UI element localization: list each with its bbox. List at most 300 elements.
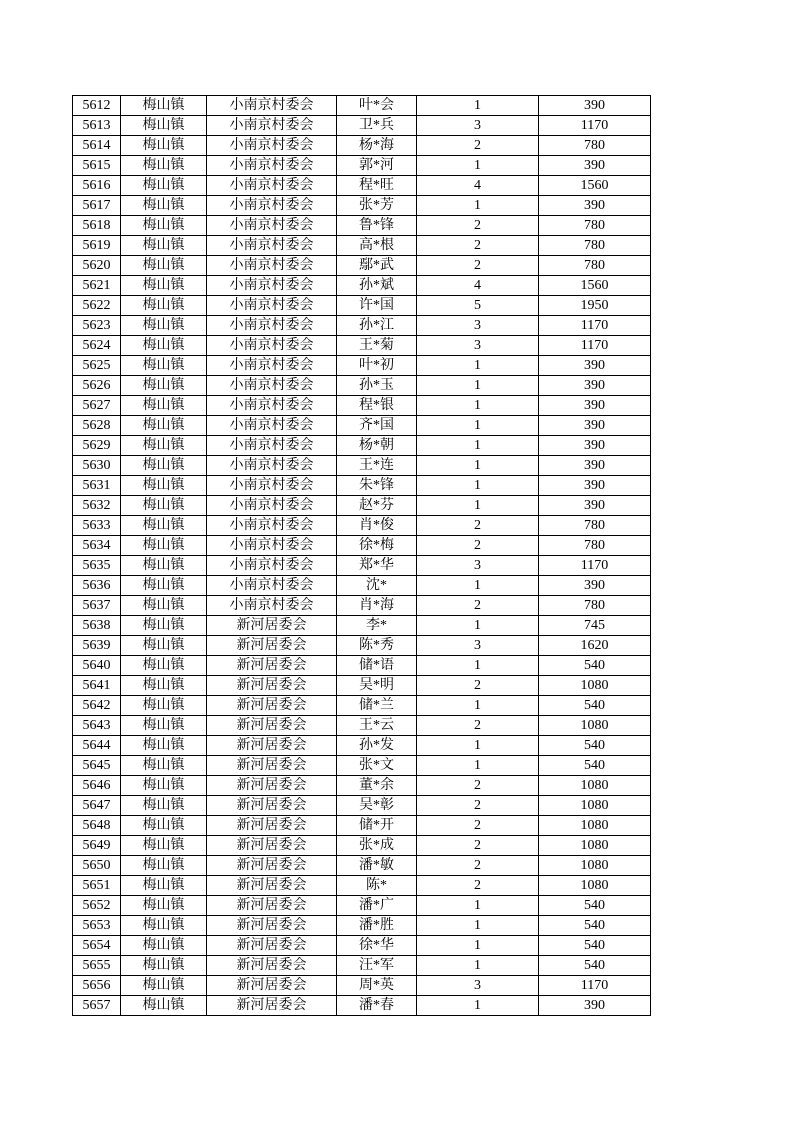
name-cell: 郭*河 <box>337 156 417 176</box>
amount-cell: 540 <box>539 696 651 716</box>
serial-number-cell: 5649 <box>73 836 121 856</box>
serial-number-cell: 5641 <box>73 676 121 696</box>
serial-number-cell: 5619 <box>73 236 121 256</box>
household-size-cell: 1 <box>417 376 539 396</box>
committee-cell: 新河居委会 <box>207 736 337 756</box>
table-row <box>73 776 651 796</box>
serial-number-cell: 5645 <box>73 756 121 776</box>
amount-cell: 1170 <box>539 556 651 576</box>
amount-cell: 780 <box>539 216 651 236</box>
name-cell: 孙*江 <box>337 316 417 336</box>
table-row <box>73 356 651 376</box>
committee-cell: 小南京村委会 <box>207 376 337 396</box>
roster-table-body <box>73 96 651 1016</box>
serial-number-cell: 5624 <box>73 336 121 356</box>
committee-cell: 新河居委会 <box>207 996 337 1016</box>
committee-cell: 新河居委会 <box>207 656 337 676</box>
serial-number-cell: 5634 <box>73 536 121 556</box>
name-cell: 潘*敏 <box>337 856 417 876</box>
serial-number-cell: 5626 <box>73 376 121 396</box>
amount-cell: 390 <box>539 436 651 456</box>
committee-cell: 新河居委会 <box>207 776 337 796</box>
serial-number-cell: 5652 <box>73 896 121 916</box>
household-size-cell: 1 <box>417 756 539 776</box>
committee-cell: 小南京村委会 <box>207 356 337 376</box>
serial-number-cell: 5615 <box>73 156 121 176</box>
town-cell: 梅山镇 <box>121 996 207 1016</box>
committee-cell: 小南京村委会 <box>207 596 337 616</box>
household-size-cell: 3 <box>417 116 539 136</box>
town-cell: 梅山镇 <box>121 576 207 596</box>
committee-cell: 小南京村委会 <box>207 236 337 256</box>
table-row <box>73 616 651 636</box>
table-row <box>73 316 651 336</box>
amount-cell: 390 <box>539 196 651 216</box>
household-size-cell: 1 <box>417 356 539 376</box>
name-cell: 孙*玉 <box>337 376 417 396</box>
amount-cell: 540 <box>539 956 651 976</box>
amount-cell: 1080 <box>539 876 651 896</box>
serial-number-cell: 5614 <box>73 136 121 156</box>
household-size-cell: 2 <box>417 776 539 796</box>
household-size-cell: 1 <box>417 436 539 456</box>
table-row <box>73 556 651 576</box>
town-cell: 梅山镇 <box>121 116 207 136</box>
table-row <box>73 476 651 496</box>
serial-number-cell: 5628 <box>73 416 121 436</box>
committee-cell: 小南京村委会 <box>207 196 337 216</box>
household-size-cell: 2 <box>417 836 539 856</box>
name-cell: 徐*梅 <box>337 536 417 556</box>
household-size-cell: 2 <box>417 236 539 256</box>
committee-cell: 新河居委会 <box>207 936 337 956</box>
name-cell: 储*开 <box>337 816 417 836</box>
household-size-cell: 1 <box>417 956 539 976</box>
name-cell: 周*英 <box>337 976 417 996</box>
committee-cell: 小南京村委会 <box>207 276 337 296</box>
amount-cell: 1170 <box>539 116 651 136</box>
table-row <box>73 396 651 416</box>
amount-cell: 780 <box>539 536 651 556</box>
serial-number-cell: 5637 <box>73 596 121 616</box>
town-cell: 梅山镇 <box>121 596 207 616</box>
table-row <box>73 336 651 356</box>
town-cell: 梅山镇 <box>121 336 207 356</box>
table-row <box>73 136 651 156</box>
serial-number-cell: 5653 <box>73 916 121 936</box>
town-cell: 梅山镇 <box>121 916 207 936</box>
name-cell: 孙*斌 <box>337 276 417 296</box>
name-cell: 汪*军 <box>337 956 417 976</box>
amount-cell: 780 <box>539 136 651 156</box>
household-size-cell: 3 <box>417 556 539 576</box>
amount-cell: 540 <box>539 736 651 756</box>
town-cell: 梅山镇 <box>121 396 207 416</box>
name-cell: 郑*华 <box>337 556 417 576</box>
name-cell: 朱*锋 <box>337 476 417 496</box>
town-cell: 梅山镇 <box>121 276 207 296</box>
household-size-cell: 2 <box>417 716 539 736</box>
household-size-cell: 2 <box>417 256 539 276</box>
table-row <box>73 196 651 216</box>
committee-cell: 新河居委会 <box>207 976 337 996</box>
table-row <box>73 876 651 896</box>
town-cell: 梅山镇 <box>121 736 207 756</box>
table-row <box>73 456 651 476</box>
name-cell: 王*连 <box>337 456 417 476</box>
town-cell: 梅山镇 <box>121 316 207 336</box>
committee-cell: 新河居委会 <box>207 816 337 836</box>
amount-cell: 390 <box>539 96 651 116</box>
name-cell: 肖*俊 <box>337 516 417 536</box>
amount-cell: 390 <box>539 156 651 176</box>
name-cell: 吴*彰 <box>337 796 417 816</box>
amount-cell: 1560 <box>539 276 651 296</box>
town-cell: 梅山镇 <box>121 516 207 536</box>
town-cell: 梅山镇 <box>121 696 207 716</box>
serial-number-cell: 5632 <box>73 496 121 516</box>
committee-cell: 新河居委会 <box>207 716 337 736</box>
committee-cell: 新河居委会 <box>207 796 337 816</box>
town-cell: 梅山镇 <box>121 376 207 396</box>
table-row <box>73 596 651 616</box>
amount-cell: 1080 <box>539 836 651 856</box>
town-cell: 梅山镇 <box>121 196 207 216</box>
name-cell: 肖*海 <box>337 596 417 616</box>
serial-number-cell: 5612 <box>73 96 121 116</box>
committee-cell: 小南京村委会 <box>207 556 337 576</box>
table-row <box>73 816 651 836</box>
name-cell: 齐*国 <box>337 416 417 436</box>
committee-cell: 小南京村委会 <box>207 216 337 236</box>
amount-cell: 745 <box>539 616 651 636</box>
amount-cell: 540 <box>539 656 651 676</box>
name-cell: 鲁*锋 <box>337 216 417 236</box>
household-size-cell: 1 <box>417 896 539 916</box>
town-cell: 梅山镇 <box>121 936 207 956</box>
town-cell: 梅山镇 <box>121 756 207 776</box>
serial-number-cell: 5622 <box>73 296 121 316</box>
name-cell: 程*旺 <box>337 176 417 196</box>
name-cell: 叶*会 <box>337 96 417 116</box>
table-row <box>73 696 651 716</box>
serial-number-cell: 5651 <box>73 876 121 896</box>
serial-number-cell: 5630 <box>73 456 121 476</box>
household-size-cell: 3 <box>417 336 539 356</box>
town-cell: 梅山镇 <box>121 456 207 476</box>
household-size-cell: 1 <box>417 696 539 716</box>
household-size-cell: 4 <box>417 176 539 196</box>
household-size-cell: 1 <box>417 576 539 596</box>
household-size-cell: 1 <box>417 736 539 756</box>
name-cell: 张*文 <box>337 756 417 776</box>
table-row <box>73 236 651 256</box>
name-cell: 卫*兵 <box>337 116 417 136</box>
committee-cell: 小南京村委会 <box>207 576 337 596</box>
committee-cell: 小南京村委会 <box>207 436 337 456</box>
household-size-cell: 2 <box>417 796 539 816</box>
committee-cell: 新河居委会 <box>207 876 337 896</box>
serial-number-cell: 5623 <box>73 316 121 336</box>
town-cell: 梅山镇 <box>121 156 207 176</box>
town-cell: 梅山镇 <box>121 656 207 676</box>
serial-number-cell: 5613 <box>73 116 121 136</box>
amount-cell: 540 <box>539 896 651 916</box>
table-row <box>73 296 651 316</box>
town-cell: 梅山镇 <box>121 896 207 916</box>
table-row <box>73 256 651 276</box>
committee-cell: 小南京村委会 <box>207 396 337 416</box>
table-row <box>73 436 651 456</box>
name-cell: 潘*春 <box>337 996 417 1016</box>
town-cell: 梅山镇 <box>121 496 207 516</box>
household-size-cell: 2 <box>417 596 539 616</box>
name-cell: 潘*胜 <box>337 916 417 936</box>
table-row <box>73 156 651 176</box>
amount-cell: 390 <box>539 576 651 596</box>
serial-number-cell: 5657 <box>73 996 121 1016</box>
committee-cell: 小南京村委会 <box>207 416 337 436</box>
serial-number-cell: 5646 <box>73 776 121 796</box>
household-size-cell: 1 <box>417 476 539 496</box>
serial-number-cell: 5644 <box>73 736 121 756</box>
town-cell: 梅山镇 <box>121 96 207 116</box>
committee-cell: 小南京村委会 <box>207 516 337 536</box>
serial-number-cell: 5629 <box>73 436 121 456</box>
name-cell: 叶*初 <box>337 356 417 376</box>
serial-number-cell: 5655 <box>73 956 121 976</box>
household-size-cell: 1 <box>417 96 539 116</box>
serial-number-cell: 5616 <box>73 176 121 196</box>
serial-number-cell: 5617 <box>73 196 121 216</box>
amount-cell: 390 <box>539 456 651 476</box>
amount-cell: 390 <box>539 476 651 496</box>
town-cell: 梅山镇 <box>121 296 207 316</box>
committee-cell: 新河居委会 <box>207 676 337 696</box>
roster-table <box>72 95 651 1016</box>
table-row <box>73 176 651 196</box>
name-cell: 张*芳 <box>337 196 417 216</box>
amount-cell: 390 <box>539 396 651 416</box>
town-cell: 梅山镇 <box>121 136 207 156</box>
household-size-cell: 1 <box>417 196 539 216</box>
serial-number-cell: 5656 <box>73 976 121 996</box>
amount-cell: 540 <box>539 916 651 936</box>
serial-number-cell: 5638 <box>73 616 121 636</box>
table-row <box>73 836 651 856</box>
name-cell: 张*成 <box>337 836 417 856</box>
committee-cell: 新河居委会 <box>207 836 337 856</box>
amount-cell: 1080 <box>539 676 651 696</box>
table-row <box>73 736 651 756</box>
household-size-cell: 2 <box>417 816 539 836</box>
serial-number-cell: 5642 <box>73 696 121 716</box>
table-row <box>73 896 651 916</box>
household-size-cell: 2 <box>417 676 539 696</box>
committee-cell: 小南京村委会 <box>207 96 337 116</box>
committee-cell: 新河居委会 <box>207 636 337 656</box>
table-row <box>73 716 651 736</box>
committee-cell: 新河居委会 <box>207 956 337 976</box>
serial-number-cell: 5627 <box>73 396 121 416</box>
amount-cell: 390 <box>539 416 651 436</box>
serial-number-cell: 5647 <box>73 796 121 816</box>
amount-cell: 1170 <box>539 976 651 996</box>
serial-number-cell: 5625 <box>73 356 121 376</box>
town-cell: 梅山镇 <box>121 616 207 636</box>
household-size-cell: 1 <box>417 156 539 176</box>
committee-cell: 小南京村委会 <box>207 176 337 196</box>
committee-cell: 小南京村委会 <box>207 116 337 136</box>
household-size-cell: 1 <box>417 396 539 416</box>
household-size-cell: 1 <box>417 456 539 476</box>
household-size-cell: 2 <box>417 216 539 236</box>
serial-number-cell: 5633 <box>73 516 121 536</box>
serial-number-cell: 5650 <box>73 856 121 876</box>
name-cell: 徐*华 <box>337 936 417 956</box>
serial-number-cell: 5640 <box>73 656 121 676</box>
town-cell: 梅山镇 <box>121 256 207 276</box>
committee-cell: 小南京村委会 <box>207 156 337 176</box>
amount-cell: 390 <box>539 376 651 396</box>
name-cell: 陈*秀 <box>337 636 417 656</box>
household-size-cell: 1 <box>417 656 539 676</box>
committee-cell: 新河居委会 <box>207 616 337 636</box>
amount-cell: 1080 <box>539 816 651 836</box>
table-row <box>73 376 651 396</box>
table-row <box>73 656 651 676</box>
table-row <box>73 576 651 596</box>
household-size-cell: 4 <box>417 276 539 296</box>
name-cell: 程*银 <box>337 396 417 416</box>
town-cell: 梅山镇 <box>121 796 207 816</box>
household-size-cell: 1 <box>417 916 539 936</box>
town-cell: 梅山镇 <box>121 236 207 256</box>
committee-cell: 小南京村委会 <box>207 136 337 156</box>
serial-number-cell: 5621 <box>73 276 121 296</box>
name-cell: 吴*明 <box>337 676 417 696</box>
amount-cell: 1950 <box>539 296 651 316</box>
table-row <box>73 996 651 1016</box>
table-row <box>73 936 651 956</box>
household-size-cell: 1 <box>417 936 539 956</box>
name-cell: 潘*广 <box>337 896 417 916</box>
town-cell: 梅山镇 <box>121 536 207 556</box>
committee-cell: 新河居委会 <box>207 856 337 876</box>
name-cell: 储*兰 <box>337 696 417 716</box>
serial-number-cell: 5635 <box>73 556 121 576</box>
town-cell: 梅山镇 <box>121 816 207 836</box>
amount-cell: 780 <box>539 516 651 536</box>
table-row <box>73 916 651 936</box>
amount-cell: 1560 <box>539 176 651 196</box>
amount-cell: 780 <box>539 256 651 276</box>
household-size-cell: 3 <box>417 316 539 336</box>
table-row <box>73 796 651 816</box>
amount-cell: 1170 <box>539 316 651 336</box>
name-cell: 陈* <box>337 876 417 896</box>
table-row <box>73 216 651 236</box>
town-cell: 梅山镇 <box>121 636 207 656</box>
table-row <box>73 536 651 556</box>
committee-cell: 小南京村委会 <box>207 476 337 496</box>
town-cell: 梅山镇 <box>121 676 207 696</box>
table-row <box>73 976 651 996</box>
name-cell: 储*语 <box>337 656 417 676</box>
household-size-cell: 1 <box>417 416 539 436</box>
town-cell: 梅山镇 <box>121 356 207 376</box>
committee-cell: 小南京村委会 <box>207 496 337 516</box>
town-cell: 梅山镇 <box>121 556 207 576</box>
serial-number-cell: 5620 <box>73 256 121 276</box>
household-size-cell: 3 <box>417 976 539 996</box>
amount-cell: 780 <box>539 596 651 616</box>
committee-cell: 小南京村委会 <box>207 316 337 336</box>
town-cell: 梅山镇 <box>121 956 207 976</box>
serial-number-cell: 5648 <box>73 816 121 836</box>
town-cell: 梅山镇 <box>121 976 207 996</box>
amount-cell: 1080 <box>539 856 651 876</box>
committee-cell: 小南京村委会 <box>207 536 337 556</box>
committee-cell: 新河居委会 <box>207 896 337 916</box>
name-cell: 李* <box>337 616 417 636</box>
serial-number-cell: 5643 <box>73 716 121 736</box>
name-cell: 鄢*武 <box>337 256 417 276</box>
household-size-cell: 5 <box>417 296 539 316</box>
amount-cell: 540 <box>539 936 651 956</box>
name-cell: 许*国 <box>337 296 417 316</box>
table-row <box>73 276 651 296</box>
table-row <box>73 116 651 136</box>
committee-cell: 小南京村委会 <box>207 256 337 276</box>
table-row <box>73 416 651 436</box>
amount-cell: 1620 <box>539 636 651 656</box>
amount-cell: 390 <box>539 496 651 516</box>
household-size-cell: 1 <box>417 496 539 516</box>
committee-cell: 小南京村委会 <box>207 336 337 356</box>
amount-cell: 1170 <box>539 336 651 356</box>
committee-cell: 新河居委会 <box>207 696 337 716</box>
household-size-cell: 2 <box>417 876 539 896</box>
amount-cell: 540 <box>539 756 651 776</box>
amount-cell: 390 <box>539 996 651 1016</box>
serial-number-cell: 5631 <box>73 476 121 496</box>
name-cell: 沈* <box>337 576 417 596</box>
serial-number-cell: 5636 <box>73 576 121 596</box>
town-cell: 梅山镇 <box>121 716 207 736</box>
town-cell: 梅山镇 <box>121 856 207 876</box>
committee-cell: 小南京村委会 <box>207 456 337 476</box>
table-row <box>73 756 651 776</box>
town-cell: 梅山镇 <box>121 176 207 196</box>
committee-cell: 新河居委会 <box>207 756 337 776</box>
amount-cell: 1080 <box>539 796 651 816</box>
town-cell: 梅山镇 <box>121 436 207 456</box>
table-row <box>73 96 651 116</box>
household-size-cell: 2 <box>417 536 539 556</box>
serial-number-cell: 5654 <box>73 936 121 956</box>
name-cell: 高*根 <box>337 236 417 256</box>
table-row <box>73 496 651 516</box>
serial-number-cell: 5639 <box>73 636 121 656</box>
table-row <box>73 516 651 536</box>
household-size-cell: 2 <box>417 856 539 876</box>
household-size-cell: 1 <box>417 616 539 636</box>
household-size-cell: 2 <box>417 516 539 536</box>
name-cell: 王*云 <box>337 716 417 736</box>
name-cell: 王*菊 <box>337 336 417 356</box>
name-cell: 杨*海 <box>337 136 417 156</box>
